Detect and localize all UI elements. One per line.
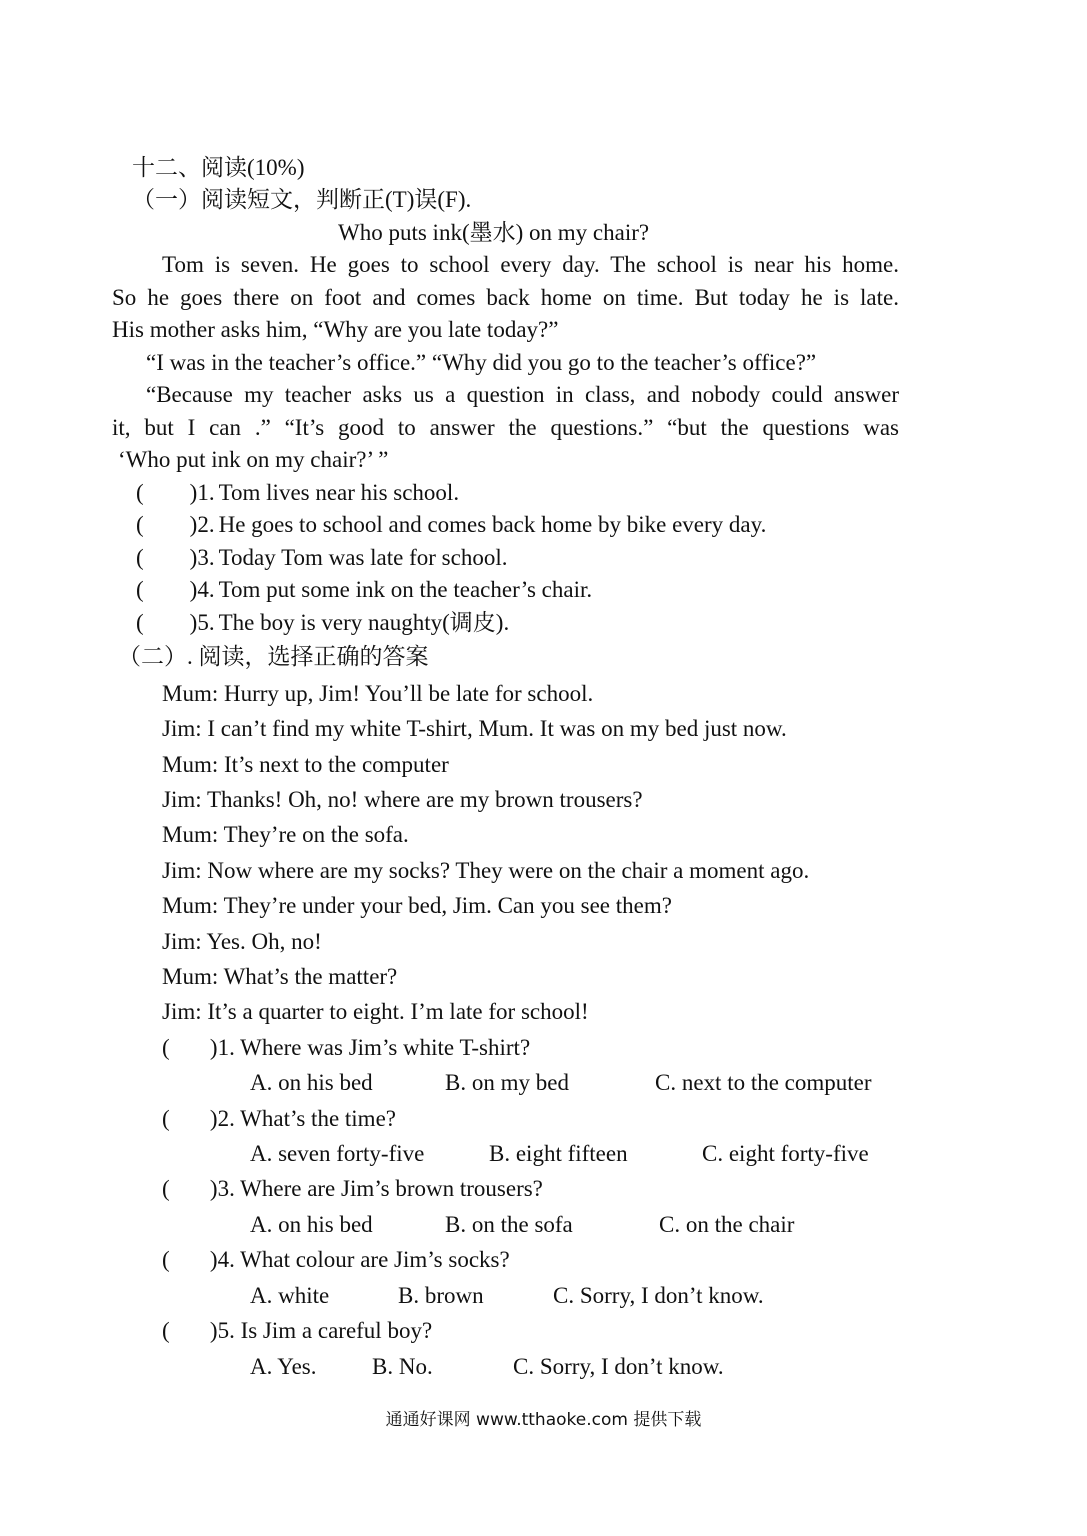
option-c: C. Sorry, I don’t know. xyxy=(553,1283,764,1308)
part1-heading: （一）阅读短文，判断正(T)误(F). xyxy=(132,187,472,212)
passage-line: Tom is seven. He goes to school every day. The school is near his home. xyxy=(162,252,899,277)
mc-question[interactable]: ( )2. What’s the time? xyxy=(162,1106,396,1131)
tf-statement: Today Tom was late for school. xyxy=(218,545,508,570)
option-b: B. brown xyxy=(398,1283,484,1308)
option-c: C. next to the computer xyxy=(655,1070,872,1095)
tf-statement: The boy is very naughty(调皮). xyxy=(218,610,510,635)
passage-line: ‘Who put ink on my chair?’ ” xyxy=(118,447,389,472)
dialogue-line: Mum: They’re on the sofa. xyxy=(162,822,409,847)
tf-item xyxy=(136,576,592,604)
dialogue-line: Mum: Hurry up, Jim! You’ll be late for school. xyxy=(162,681,594,706)
tf-item xyxy=(136,511,766,539)
answer-bracket[interactable]: ( )3. xyxy=(136,545,215,570)
tf-item xyxy=(136,544,507,572)
dialogue-line: Jim: Now where are my socks? They were on the chair a moment ago. xyxy=(162,858,810,883)
option-c: C. Sorry, I don’t know. xyxy=(513,1354,724,1379)
option-b: B. eight fifteen xyxy=(489,1141,628,1166)
answer-bracket[interactable]: ( )1. xyxy=(136,480,215,505)
section-title: 十二、阅读(10%) xyxy=(132,155,305,180)
option-a: A. on his bed xyxy=(250,1212,373,1237)
answer-bracket[interactable]: ( )4. xyxy=(136,577,215,602)
passage-line: So he goes there on foot and comes back home on time. But today he is late. xyxy=(112,285,899,310)
option-a: A. seven forty-five xyxy=(250,1141,425,1166)
option-c: C. eight forty-five xyxy=(702,1141,869,1166)
dialogue-line: Jim: Thanks! Oh, no! where are my brown trousers? xyxy=(162,787,643,812)
passage-line: it, but I can .” “It’s good to answer the questions.” “but the questions was xyxy=(112,415,899,440)
dialogue-line: Jim: It’s a quarter to eight. I’m late for school! xyxy=(162,999,589,1024)
tf-statement: He goes to school and comes back home by bike every day. xyxy=(218,512,767,537)
dialogue-line: Mum: It’s next to the computer xyxy=(162,752,449,777)
option-c: C. on the chair xyxy=(659,1212,795,1237)
option-b: B. on the sofa xyxy=(445,1212,573,1237)
answer-bracket[interactable]: ( )2. xyxy=(136,512,215,537)
option-a: A. Yes. xyxy=(250,1354,317,1379)
footer-credit: 通通好课网 www.tthaoke.com 提供下载 xyxy=(385,1410,702,1430)
answer-bracket[interactable]: ( )5. xyxy=(136,610,215,635)
mc-question[interactable]: ( )3. Where are Jim’s brown trousers? xyxy=(162,1176,543,1201)
tf-statement: Tom put some ink on the teacher’s chair. xyxy=(218,577,593,602)
dialogue-line: Jim: I can’t find my white T-shirt, Mum. It was on my bed just now. xyxy=(162,716,787,741)
tf-item xyxy=(136,479,459,507)
tf-item xyxy=(136,609,509,637)
story-title: Who puts ink(墨水) on my chair? xyxy=(338,220,650,245)
option-b: B. No. xyxy=(372,1354,433,1379)
dialogue-line: Mum: What’s the matter? xyxy=(162,964,398,989)
tf-statement: Tom lives near his school. xyxy=(218,480,460,505)
option-a: A. on his bed xyxy=(250,1070,373,1095)
option-a: A. white xyxy=(250,1283,330,1308)
option-b: B. on my bed xyxy=(445,1070,569,1095)
mc-question[interactable]: ( )4. What colour are Jim’s socks? xyxy=(162,1247,510,1272)
part2-heading: （二）. 阅读，选择正确的答案 xyxy=(118,644,429,669)
dialogue-line: Jim: Yes. Oh, no! xyxy=(162,929,322,954)
mc-question[interactable]: ( )1. Where was Jim’s white T-shirt? xyxy=(162,1035,531,1060)
passage-line: His mother asks him, “Why are you late today?” xyxy=(112,317,559,342)
passage-line: “Because my teacher asks us a question in class, and nobody could answer xyxy=(146,382,899,407)
passage-line: “I was in the teacher’s office.” “Why did you go to the teacher’s office?” xyxy=(146,350,817,375)
mc-question[interactable]: ( )5. Is Jim a careful boy? xyxy=(162,1318,433,1343)
dialogue-line: Mum: They’re under your bed, Jim. Can you see them? xyxy=(162,893,672,918)
